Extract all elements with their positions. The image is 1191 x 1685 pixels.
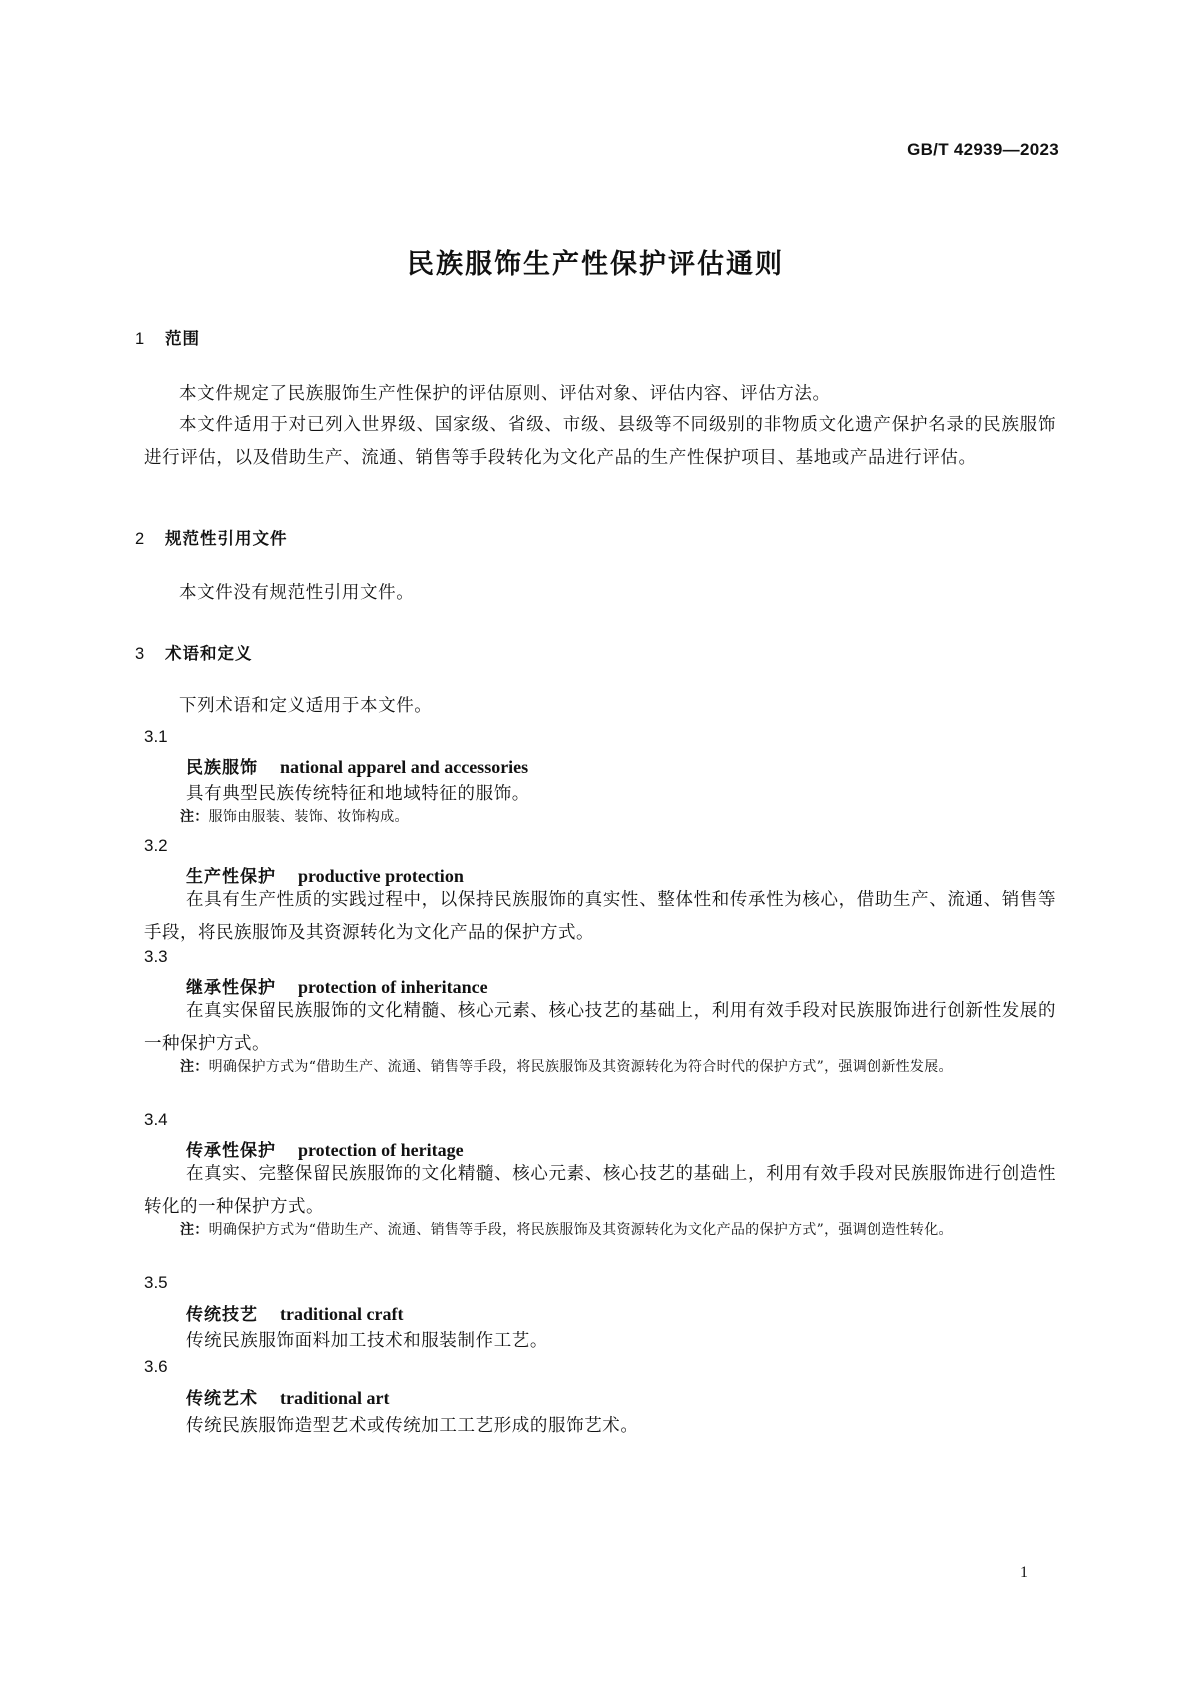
section-number: 3 <box>135 645 146 663</box>
paragraph: 本文件适用于对已列入世界级、国家级、省级、市级、县级等不同级别的非物质文化遗产保护名录的民族服饰进行评估，以及借助生产、流通、销售等手段转化为文化产品的生产性保护项目、基地或产品进行评估。 <box>144 415 1056 468</box>
note-label: 注： <box>180 809 209 825</box>
term-number: 3.6 <box>144 1357 168 1376</box>
term-heading <box>186 1384 390 1409</box>
term-definition: 传统民族服饰面料加工技术和服装制作工艺。 <box>186 1331 548 1351</box>
term-definition: 具有典型民族传统特征和地域特征的服饰。 <box>186 784 530 804</box>
paragraph: 本文件没有规范性引用文件。 <box>179 583 415 603</box>
note-text: 服饰由服装、装饰、妆饰构成。 <box>208 809 409 825</box>
term-definition: 传统民族服饰造型艺术或传统加工工艺形成的服饰艺术。 <box>186 1416 639 1436</box>
page-number: 1 <box>1020 1564 1028 1581</box>
term-en: national apparel and accessories <box>280 757 529 777</box>
term-heading <box>186 1300 403 1325</box>
term-en: traditional craft <box>280 1304 404 1324</box>
paragraph: 下列术语和定义适用于本文件。 <box>179 696 433 716</box>
term-zh: 传承性保护 <box>186 1141 276 1161</box>
term-en: productive protection <box>298 866 464 886</box>
term-number: 3.4 <box>144 1110 168 1129</box>
term-note <box>180 1217 1091 1243</box>
standard-number: GB/T 42939—2023 <box>907 140 1059 159</box>
section-title: 术语和定义 <box>165 644 253 663</box>
term-number: 3.3 <box>144 947 168 966</box>
section-3-heading <box>135 640 253 664</box>
paragraph: 本文件规定了民族服饰生产性保护的评估原则、评估对象、评估内容、评估方法。 <box>179 384 831 404</box>
section-2-heading <box>135 525 288 549</box>
section-1-heading <box>135 325 200 349</box>
term-zh: 传统艺术 <box>186 1389 258 1409</box>
term-zh: 传统技艺 <box>186 1305 258 1325</box>
note-label: 注： <box>180 1222 209 1238</box>
term-en: protection of heritage <box>298 1140 464 1160</box>
section-number: 2 <box>135 530 146 548</box>
note-label: 注： <box>180 1059 209 1075</box>
section-title: 规范性引用文件 <box>165 529 288 548</box>
term-definition: 在真实保留民族服饰的文化精髓、核心元素、核心技艺的基础上，利用有效手段对民族服饰进行创新性发展的一种保护方式。 <box>144 1001 1056 1054</box>
term-number: 3.1 <box>144 727 168 746</box>
document-title: 民族服饰生产性保护评估通则 <box>407 249 784 280</box>
term-number: 3.2 <box>144 836 168 855</box>
term-en: protection of inheritance <box>298 977 488 997</box>
term-zh: 民族服饰 <box>186 758 258 778</box>
term-zh: 生产性保护 <box>186 867 276 887</box>
note-text: 明确保护方式为“借助生产、流通、销售等手段，将民族服饰及其资源转化为符合时代的保护方式”，强调创新性发展。 <box>208 1059 953 1075</box>
term-number: 3.5 <box>144 1273 168 1292</box>
term-zh: 继承性保护 <box>186 978 276 998</box>
term-heading <box>186 753 528 778</box>
term-note <box>180 804 1056 830</box>
section-number: 1 <box>135 330 146 348</box>
note-text: 明确保护方式为“借助生产、流通、销售等手段，将民族服饰及其资源转化为文化产品的保护方式”，强调创造性转化。 <box>208 1222 953 1238</box>
section-title: 范围 <box>165 329 200 348</box>
term-en: traditional art <box>280 1388 390 1408</box>
term-note <box>180 1054 1091 1080</box>
term-definition: 在真实、完整保留民族服饰的文化精髓、核心元素、核心技艺的基础上，利用有效手段对民族服饰进行创造性转化的一种保护方式。 <box>144 1164 1056 1217</box>
term-definition: 在具有生产性质的实践过程中，以保持民族服饰的真实性、整体性和传承性为核心，借助生产、流通、销售等手段，将民族服饰及其资源转化为文化产品的保护方式。 <box>144 890 1056 943</box>
